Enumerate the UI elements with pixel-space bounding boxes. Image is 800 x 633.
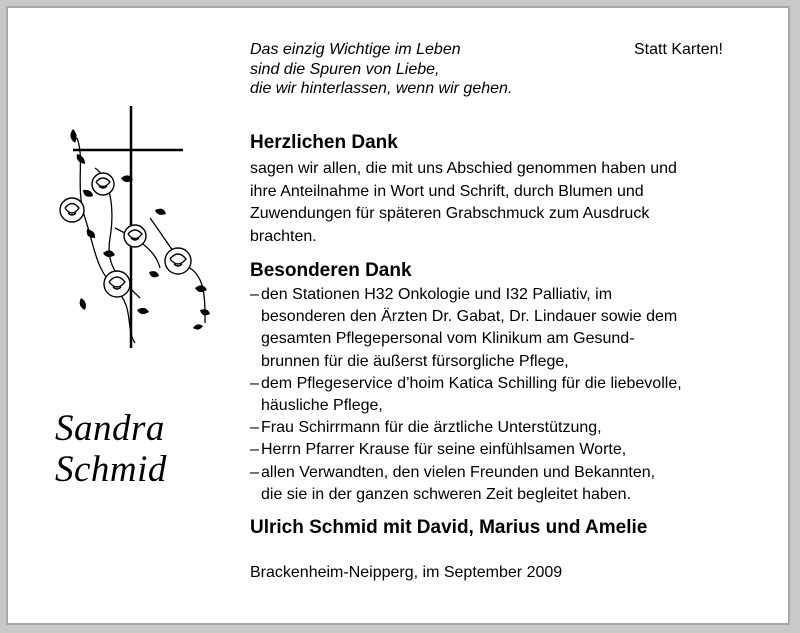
text-line: ihre Anteilnahme in Wort und Schrift, durch Blumen und [250, 182, 644, 200]
motto-line: sind die Spuren von Liebe, [250, 60, 440, 78]
text-line: sagen wir allen, die mit uns Abschied genommen haben und [250, 160, 677, 177]
cross-with-roses-illustration [55, 98, 215, 348]
dash-bullet: – [250, 286, 259, 303]
motto-line: die wir hinterlassen, wenn wir gehen. [250, 80, 513, 97]
dash-bullet: – [250, 463, 259, 481]
statt-karten-note: Statt Karten! [634, 41, 723, 58]
text-line: gesamten Pflegepersonal vom Klinikum am Gesund- [261, 330, 635, 348]
list-item [250, 284, 682, 373]
text-line: den Stationen H32 Onkologie und I32 Palliativ, im [261, 286, 613, 303]
besonderen-dank-heading: Besonderen Dank [250, 260, 412, 281]
text-line: Frau Schirrmann für die ärztliche Unterstützung, [261, 419, 602, 437]
list-item [250, 373, 682, 417]
herzlichen-dank-heading: Herzlichen Dank [250, 132, 398, 153]
motto-quote [250, 40, 512, 99]
place-and-date: Brackenheim-Neipperg, im September 2009 [250, 564, 563, 581]
list-item [250, 462, 682, 506]
text-line: häusliche Pflege, [261, 397, 383, 415]
text-line: dem Pflegeservice d’hoim Katica Schilling für die liebevolle, [261, 374, 682, 392]
signature-line: Ulrich Schmid mit David, Marius und Amelie [250, 517, 648, 538]
text-line: brachten. [250, 227, 317, 245]
dash-bullet: – [250, 374, 259, 392]
text-line: allen Verwandten, den vielen Freunden und Bekannten, [261, 463, 656, 481]
besonderen-dank-list [250, 284, 682, 506]
herzlichen-dank-text [250, 158, 677, 248]
text-line: besonderen den Ärzten Dr. Gabat, Dr. Lindauer sowie dem [261, 308, 678, 326]
motto-line: Das einzig Wichtige im Leben [250, 41, 461, 58]
dash-bullet: – [250, 441, 259, 459]
list-item [250, 439, 682, 461]
dash-bullet: – [250, 419, 259, 437]
rose-blossoms [60, 173, 191, 297]
deceased-name [55, 408, 205, 490]
last-name: Schmid [55, 449, 167, 490]
text-line: Zuwendungen für späteren Grabschmuck zum Ausdruck [250, 205, 650, 222]
text-line: Herrn Pfarrer Krause für seine einfühlsamen Worte, [261, 441, 627, 459]
text-line: brunnen für die äußerst fürsorgliche Pflege, [261, 352, 569, 370]
list-item [250, 417, 682, 439]
text-line: die sie in der ganzen schweren Zeit begleitet haben. [261, 485, 632, 503]
first-name: Sandra [55, 408, 165, 449]
